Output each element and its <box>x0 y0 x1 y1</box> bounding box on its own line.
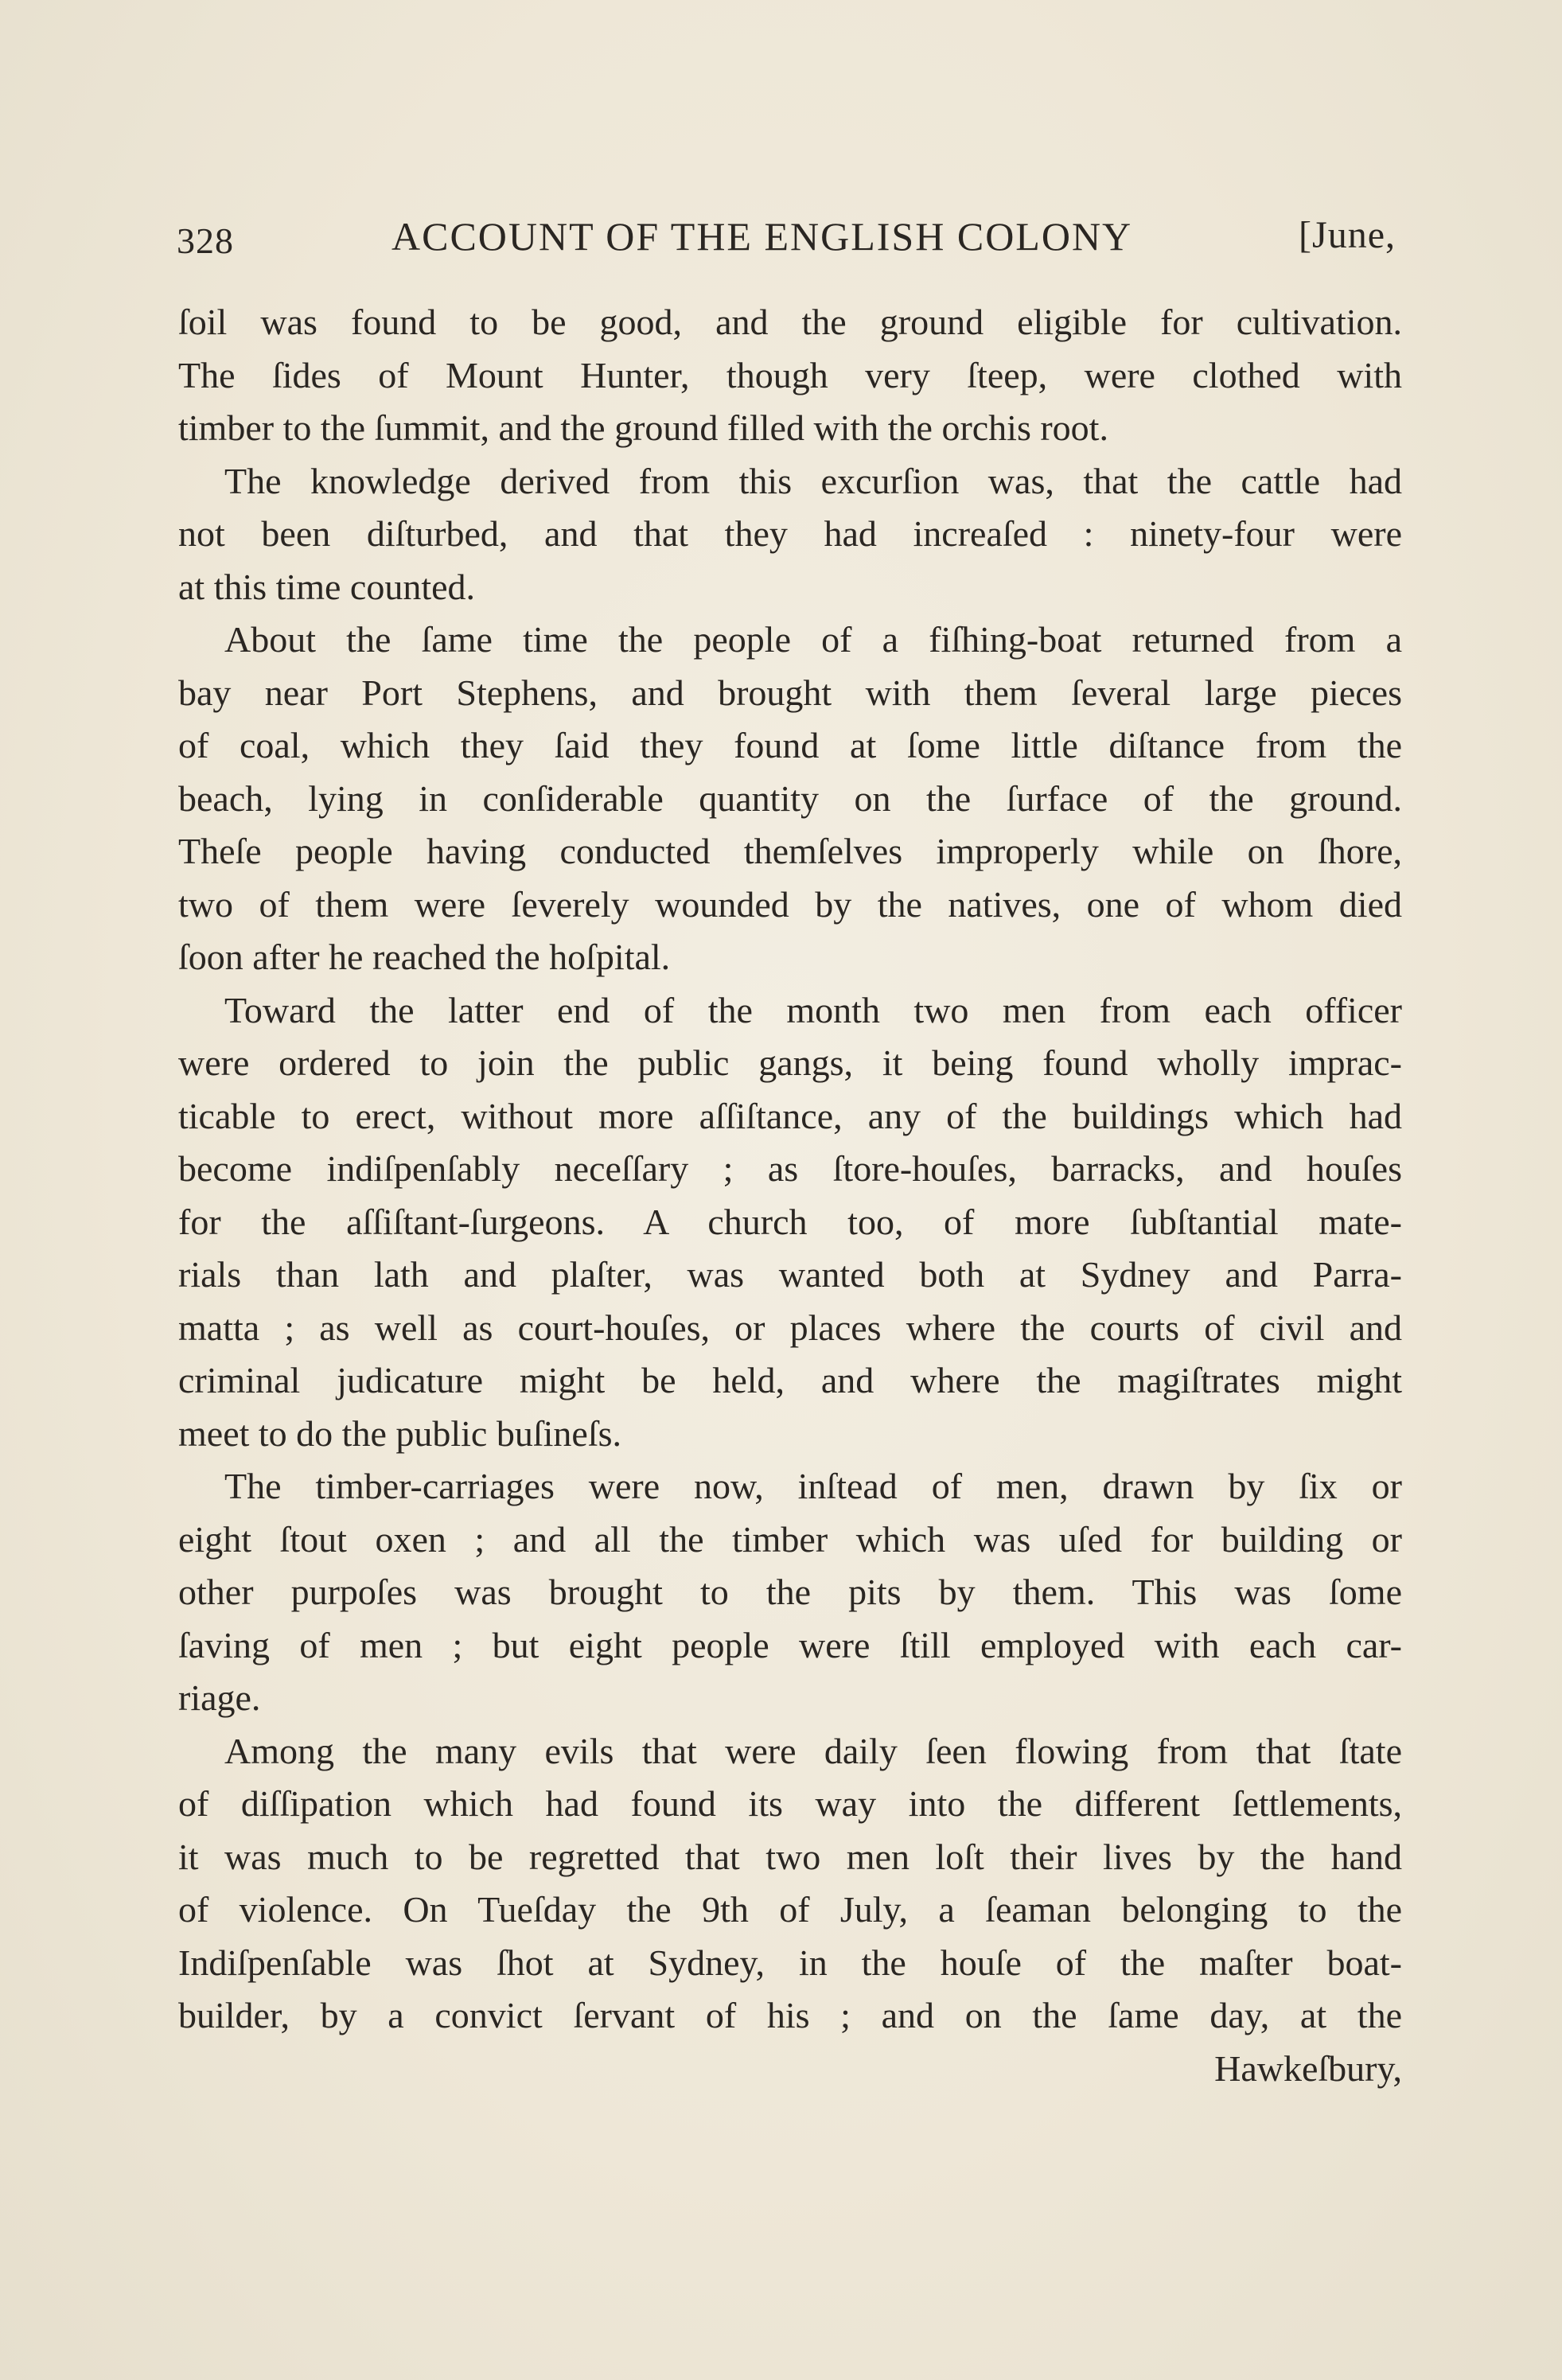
text-line: Theſe people having conducted themſelves improperly while on ſhore, <box>178 831 1402 871</box>
text-line: The timber-carriages were now, inſtead of men, drawn by ſix or <box>224 1466 1402 1506</box>
text-line: Toward the latter end of the month two men from each officer <box>224 989 1402 1030</box>
page-number: 328 <box>177 220 234 261</box>
text-line: ſoil was found to be good, and the ground eligible for cultivation. <box>178 302 1402 342</box>
text-line: were ordered to join the public gangs, it being found wholly imprac- <box>178 1042 1402 1083</box>
text-line: beach, lying in conſiderable quantity on the ſurface of the ground. <box>178 777 1402 819</box>
text-line: timber to the ſummit, and the ground filled with the orchis root. <box>178 407 1108 448</box>
text-line: it was much to be regretted that two men loſt their lives by the hand <box>178 1836 1402 1877</box>
text-line: The knowledge derived from this excurſion was, that the cattle had <box>224 460 1402 501</box>
text-line: builder, by a convict ſervant of his ; and on the ſame day, at the <box>178 1995 1402 2035</box>
text-line: of diſſipation which had found its way into the different ſettlements, <box>178 1783 1402 1824</box>
text-line: ſoon after he reached the hoſpital. <box>178 937 671 977</box>
text-line: eight ſtout oxen ; and all the timber which was uſed for building or <box>178 1518 1402 1560</box>
text-line: become indiſpenſably neceſſary ; as ſtore-houſes, barracks, and houſes <box>178 1148 1402 1189</box>
text-line: About the ſame time the people of a fiſhing-boat returned from a <box>224 619 1402 660</box>
text-line: not been diſturbed, and that they had increaſed : ninety-four were <box>178 513 1402 554</box>
text-line: two of them were ſeverely wounded by the natives, one of whom died <box>178 883 1402 925</box>
text-line: ticable to erect, without more aſſiſtance, any of the buildings which had <box>178 1095 1402 1136</box>
text-line: for the aſſiſtant-ſurgeons. A church too, of more ſubſtantial mate- <box>178 1201 1402 1242</box>
text-line: of coal, which they ſaid they found at ſome little diſtance from the <box>178 725 1402 765</box>
text-line: criminal judicature might be held, and where the magiſtrates might <box>178 1360 1402 1400</box>
text-line: rials than lath and plaſter, was wanted both at Sydney and Parra- <box>178 1254 1402 1295</box>
text-line: The ſides of Mount Hunter, though very ſteep, were clothed with <box>178 354 1402 395</box>
month-mark: [June, <box>1299 214 1396 256</box>
text-line: bay near Port Stephens, and brought with them ſeveral large pieces <box>178 672 1402 713</box>
text-line: meet to do the public buſineſs. <box>178 1412 622 1454</box>
text-line: matta ; as well as court-houſes, or places where the courts of civil and <box>178 1307 1402 1348</box>
text-line: at this time counted. <box>178 566 476 607</box>
text-line: Hawkeſbury, <box>1214 2047 1402 2089</box>
text-line: other purpoſes was brought to the pits by them. This was ſome <box>178 1572 1402 1612</box>
running-head: ACCOUNT OF THE ENGLISH COLONY <box>391 214 1133 259</box>
page-header <box>177 213 1402 269</box>
text-line: ſaving of men ; but eight people were ſtill employed with each car- <box>178 1624 1402 1665</box>
text-line: Indiſpenſable was ſhot at Sydney, in the houſe of the maſter boat- <box>178 1942 1402 1983</box>
text-line: riage. <box>178 1677 261 1718</box>
text-line: Among the many evils that were daily ſeen flowing from that ſtate <box>224 1730 1402 1771</box>
body-text <box>178 296 1402 2095</box>
text-line: of violence. On Tueſday the 9th of July, a ſeaman belonging to the <box>178 1889 1402 1930</box>
